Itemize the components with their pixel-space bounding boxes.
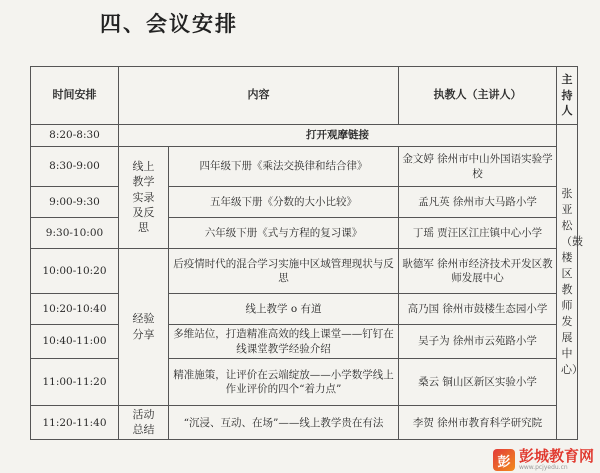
presenter-cell: 高乃国 徐州市鼓楼生态园小学 [399,294,557,325]
site-watermark [493,449,594,471]
watermark-text: 彭城教育网 [518,447,594,465]
header-presenter: 执教人（主讲人） [399,67,557,125]
time-cell: 11:00-11:20 [31,359,119,406]
content-cell: 四年级下册《乘法交换律和结合律》 [169,147,399,187]
table-row [31,249,578,294]
table-row [31,187,578,218]
category-experience: 经验分享 [119,249,169,406]
time-cell: 10:20-10:40 [31,294,119,325]
header-row [31,67,578,125]
category-online-teaching: 线上教学实录及反思 [119,147,169,249]
content-cell: 精准施策，让评价在云端绽放——小学数学线上作业评价的四个“着力点” [169,359,399,406]
time-cell: 8:20-8:30 [31,125,119,147]
table-row [31,147,578,187]
table-row [31,294,578,325]
table-row [31,359,578,406]
watermark-text-block [519,449,594,471]
time-cell: 9:00-9:30 [31,187,119,218]
presenter-cell: 吴子为 徐州市云苑路小学 [399,325,557,359]
opening-content: 打开观摩链接 [119,125,557,147]
presenter-cell: 丁瑶 贾汪区江庄镇中心小学 [399,218,557,249]
content-cell: “沉浸、互动、在场”——线上教学贵在有法 [169,406,399,440]
watermark-logo-icon: 彭 [493,449,515,471]
schedule-table [30,66,583,440]
content-cell: 多维站位，打造精准高效的线上课堂——钉钉在线课堂教学经验介绍 [169,325,399,359]
table-row [31,406,578,440]
header-host: 主持人 [557,67,578,125]
header-content: 内容 [119,67,399,125]
watermark-url: www.pcjyedu.cn [518,464,568,471]
content-cell: 六年级下册《式与方程的复习课》 [169,218,399,249]
presenter-cell: 桑云 铜山区新区实验小学 [399,359,557,406]
presenter-cell: 孟凡英 徐州市大马路小学 [399,187,557,218]
time-cell: 9:30-10:00 [31,218,119,249]
table-row [31,325,578,359]
presenter-cell: 李贺 徐州市教育科学研究院 [399,406,557,440]
content-cell: 后疫情时代的混合学习实施中区域管理现状与反思 [169,249,399,294]
table-row [31,218,578,249]
content-cell: 五年级下册《分数的大小比较》 [169,187,399,218]
header-time: 时间安排 [31,67,119,125]
time-cell: 8:30-9:00 [31,147,119,187]
time-cell: 11:20-11:40 [31,406,119,440]
presenter-cell: 金文婷 徐州市中山外国语实验学校 [399,147,557,187]
presenter-cell: 耿德军 徐州市经济技术开发区教师发展中心 [399,249,557,294]
category-summary: 活动总结 [119,406,169,440]
time-cell: 10:40-11:00 [31,325,119,359]
host-cell: 张亚松（鼓楼区教师发展中心） [557,125,578,440]
opening-row [31,125,578,147]
time-cell: 10:00-10:20 [31,249,119,294]
content-cell: 线上教学 o 有道 [169,294,399,325]
section-heading: 四、会议安排 [100,12,238,36]
